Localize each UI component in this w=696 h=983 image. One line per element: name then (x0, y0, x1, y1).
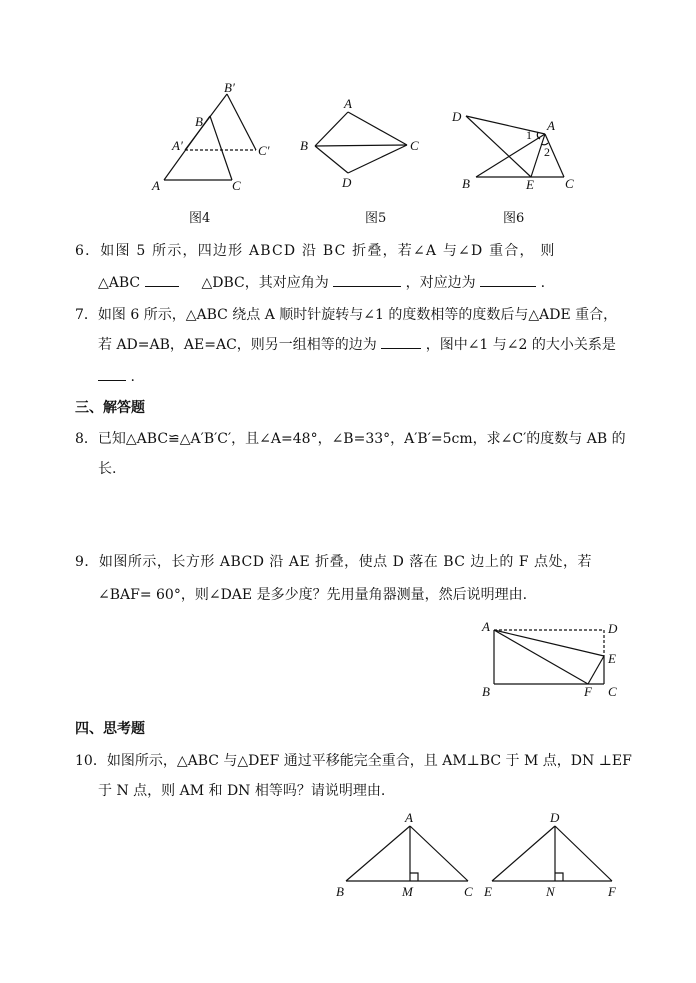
seg-A-E (531, 134, 545, 177)
right-angle-mark-N (555, 873, 563, 881)
right-angle-mark-M (410, 873, 418, 881)
label-B-prime: B′ (224, 80, 235, 95)
label-angle-1: 1 (526, 128, 532, 142)
figure-4-diagram (150, 82, 280, 197)
label-A: A (152, 178, 160, 193)
figure-6-diagram (448, 106, 588, 196)
figure-10b-diagram (480, 810, 630, 905)
q9-line1: 9．如图所示，长方形 ABCD 沿 AE 折叠，使点 D 落在 BC 边上的 F 点处，若 (75, 554, 593, 570)
seg-B-A (346, 826, 410, 881)
label-M: M (402, 884, 413, 899)
label-E: E (526, 177, 534, 192)
seg-B2-C2 (227, 94, 256, 150)
label-A: A (405, 810, 413, 825)
seg-B-C (210, 116, 232, 180)
q6-period: . (540, 275, 546, 291)
q10-line2: 于 N 点，则 AM 和 DN 相等吗？请说明理由. (98, 783, 386, 799)
label-F: F (608, 884, 616, 899)
label-angle-2: 2 (544, 145, 550, 159)
figure-4 (150, 82, 280, 197)
label-A: A (547, 118, 555, 133)
seg-F-E (588, 656, 604, 684)
seg-B-C (315, 145, 407, 146)
label-D: D (452, 109, 462, 124)
figure-10-triangle-def (480, 810, 630, 905)
label-C: C (565, 176, 574, 191)
figure-9-diagram (478, 618, 628, 700)
label-A: A (482, 619, 490, 634)
seg-D-E (466, 116, 531, 177)
seg-A2-B2 (185, 94, 227, 150)
label-F: F (584, 684, 592, 699)
figure-5-caption: 图5 (365, 211, 387, 226)
label-C-prime: C′ (258, 143, 270, 158)
q6-corresponding-sides: ，对应边为 (405, 275, 476, 291)
seg-B-A (315, 112, 348, 146)
label-B: B (195, 114, 203, 129)
label-B: B (482, 684, 490, 699)
label-D: D (342, 175, 352, 190)
q7-line1: 7．如图 6 所示，△ABC 绕点 A 顺时针旋转与∠1 的度数相等的度数后与△ADE 重合， (75, 307, 618, 323)
seg-A-E (494, 630, 604, 656)
q7-line3 (98, 366, 135, 385)
q7-angle-relation: ，图中∠1 与∠2 的大小关系是 (425, 337, 616, 353)
q7-line2 (98, 334, 616, 354)
seg-D-C (348, 145, 407, 173)
seg-A-C (348, 112, 407, 145)
figure-9 (478, 618, 628, 700)
label-N: N (546, 884, 555, 899)
label-E: E (608, 651, 616, 666)
label-A-prime: A′ (172, 138, 183, 153)
label-C: C (464, 884, 473, 899)
label-D: D (550, 810, 560, 825)
q6-blank-sides (480, 272, 536, 287)
label-B: B (300, 138, 308, 153)
seg-E-D (492, 826, 555, 881)
label-B: B (336, 884, 344, 899)
section-4-heading: 四、思考题 (75, 721, 145, 737)
section-3-heading: 三、解答题 (75, 400, 145, 416)
figure-10a-diagram (334, 810, 484, 905)
q6-line2 (98, 272, 545, 292)
label-D: D (608, 621, 618, 636)
figure-5-diagram (296, 95, 431, 195)
q6-triangle-dbc: △DBC，其对应角为 (201, 275, 329, 291)
seg-A-F (494, 630, 588, 684)
label-E: E (484, 884, 492, 899)
q8-line2: 长. (98, 461, 117, 477)
seg-D-A (466, 116, 545, 134)
label-C: C (608, 684, 617, 699)
figure-5 (296, 95, 431, 195)
q9-line2: ∠BAF= 60°，则∠DAE 是多少度？先用量角器测量，然后说明理由. (98, 587, 528, 603)
q6-blank-relation (145, 272, 179, 287)
figure-10-triangle-abc (334, 810, 484, 905)
q7-condition: 若 AD=AB，AE=AC，则另一组相等的边为 (98, 337, 377, 353)
seg-B-D (315, 146, 348, 173)
label-C: C (410, 138, 419, 153)
seg-A-B (476, 134, 545, 177)
q8-line1: 8．已知△ABC≌△A′B′C′，且∠A=48°，∠B=33°，A′B′=5cm，求∠C′的度数与 AB 的 (75, 431, 626, 447)
label-A: A (344, 96, 352, 111)
figure-6-caption: 图6 (503, 211, 525, 226)
q7-period: . (130, 369, 135, 385)
seg-A-C (410, 826, 468, 881)
label-C: C (232, 178, 241, 193)
q7-blank-relation (98, 366, 126, 381)
q10-line1: 10．如图所示，△ABC 与△DEF 通过平移能完全重合，且 AM⊥BC 于 M 点，DN ⊥EF (75, 753, 632, 769)
q6-blank-angles (333, 272, 401, 287)
figure-6 (448, 106, 588, 196)
q7-blank-sides (381, 334, 421, 349)
q6-line1: 6．如图 5 所示，四边形 ABCD 沿 BC 折叠，若∠A 与∠D 重合， 则 (75, 243, 556, 259)
figure-4-caption: 图4 (189, 211, 211, 226)
q6-triangle-abc: △ABC (98, 275, 141, 291)
label-B: B (462, 176, 470, 191)
